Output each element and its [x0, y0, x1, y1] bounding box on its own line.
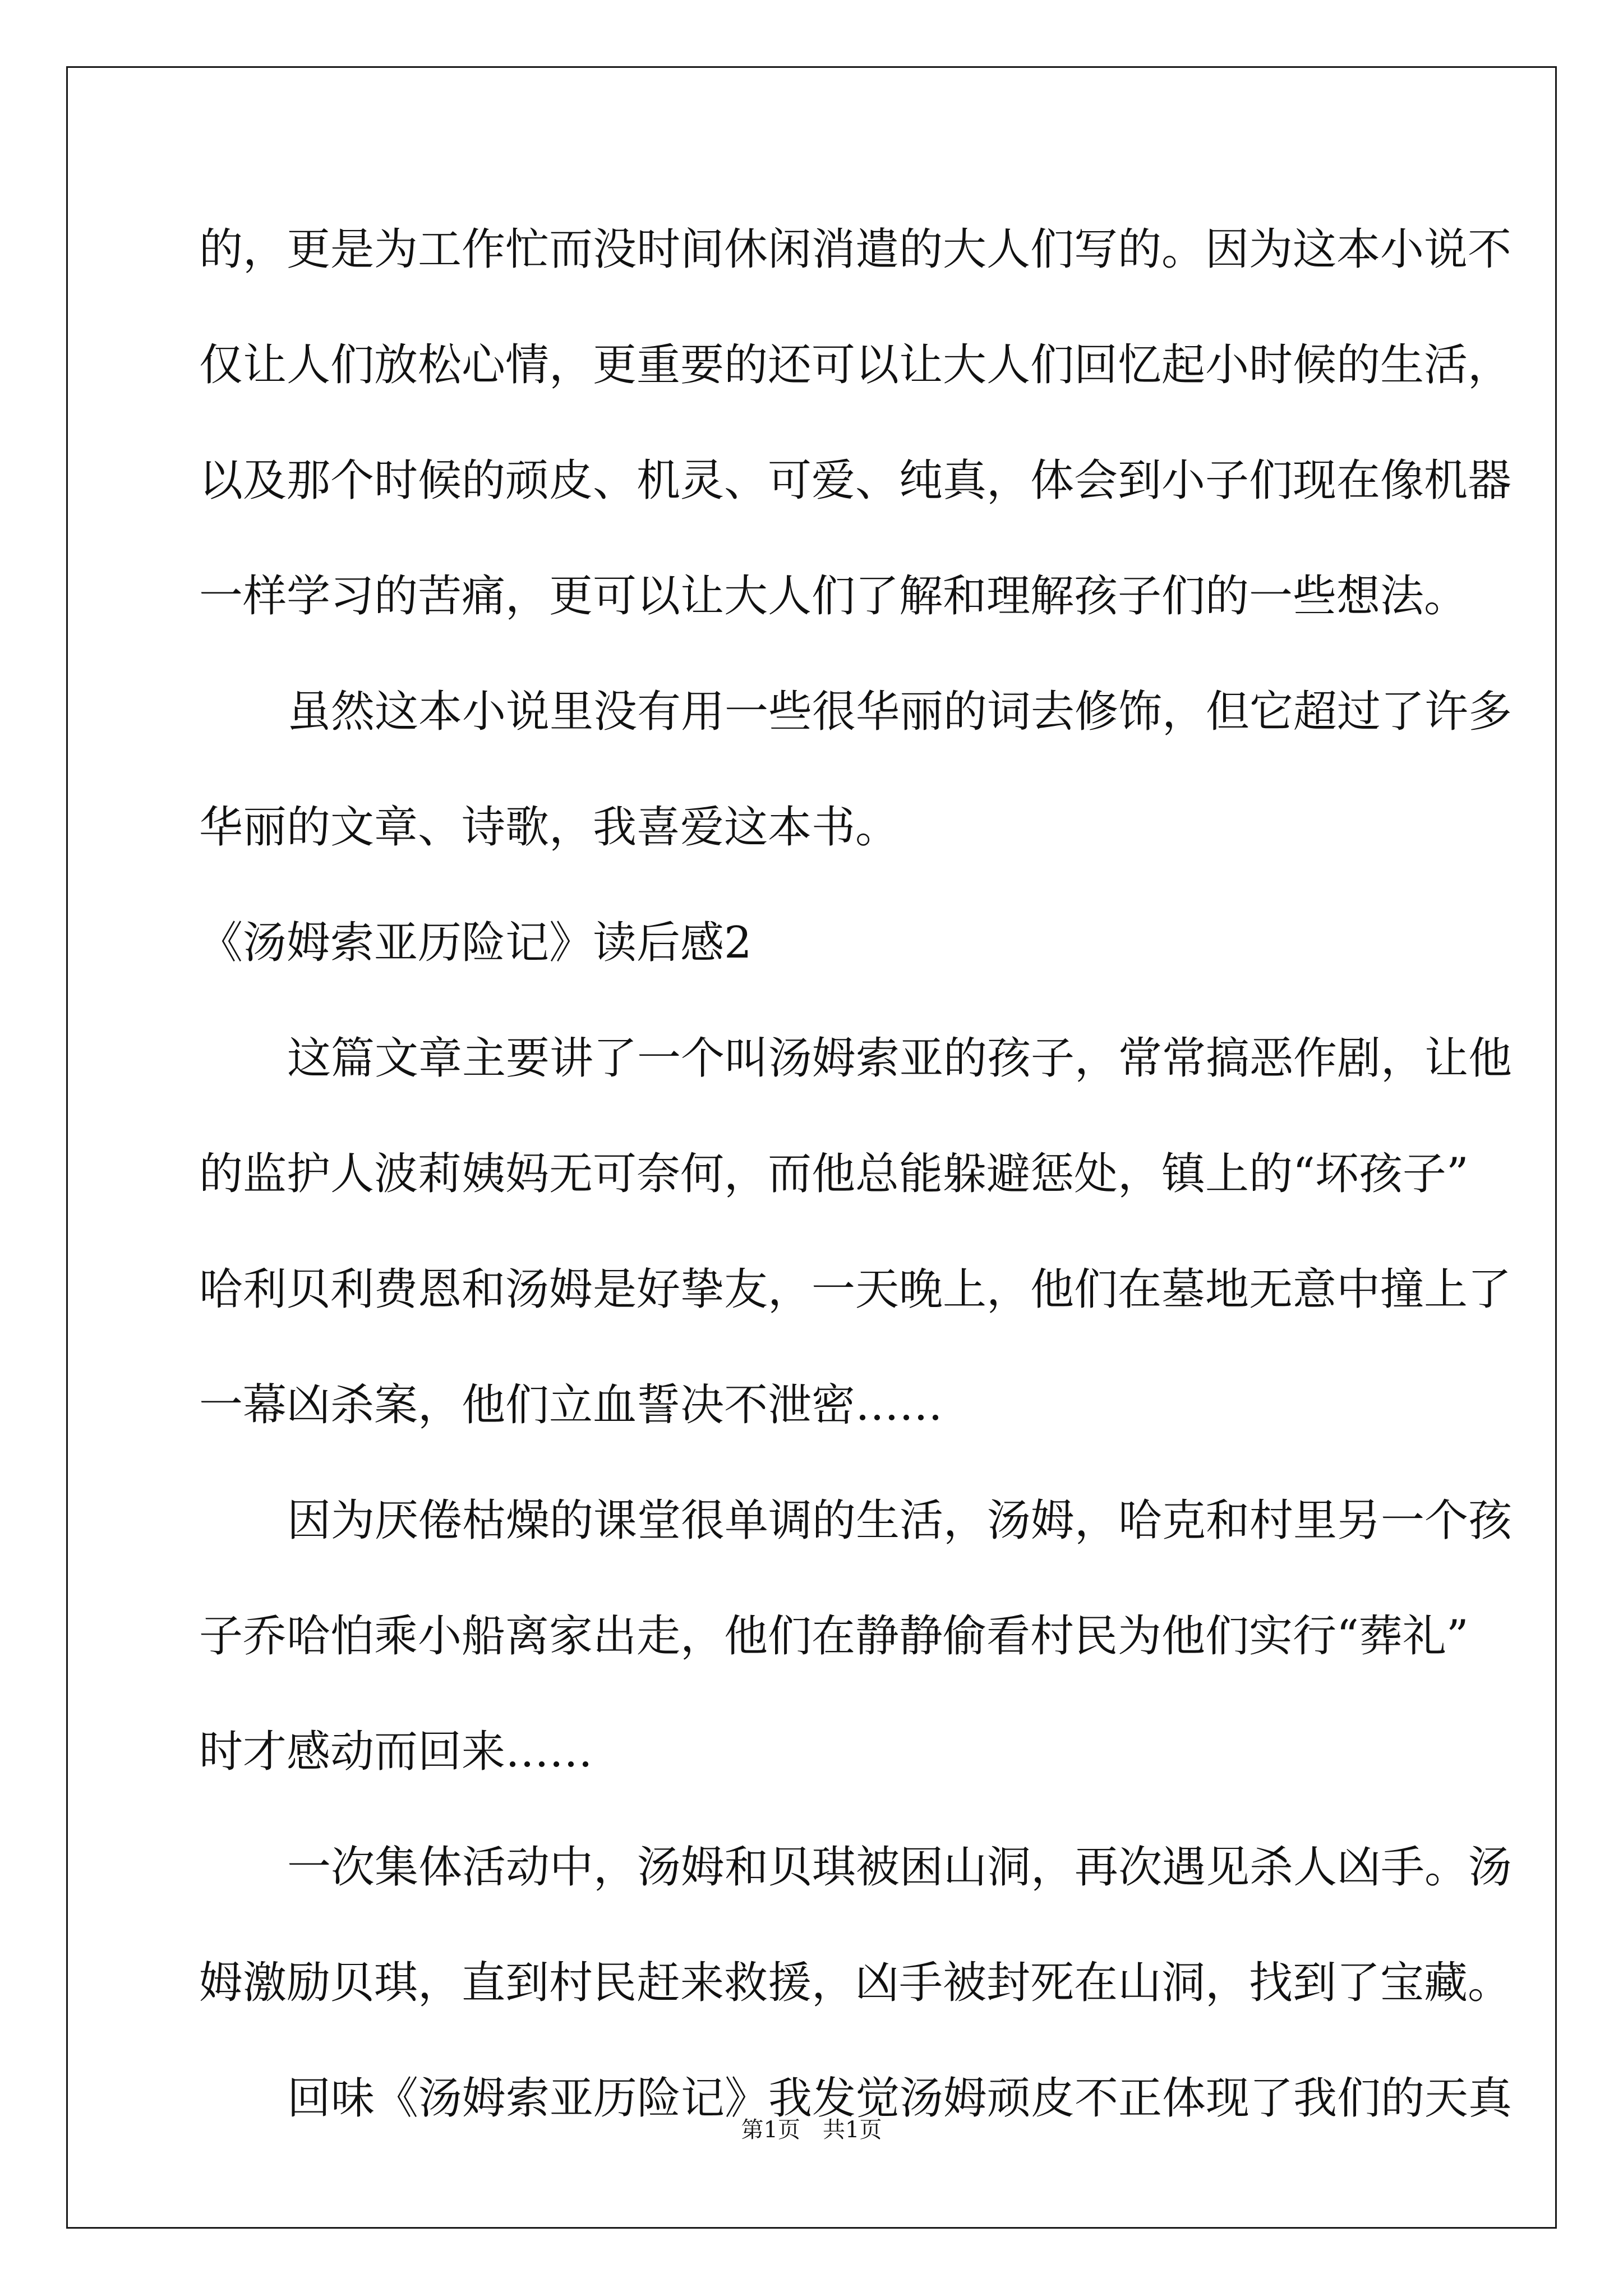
text-line: 姆激励贝琪，直到村民赶来救援，凶手被封死在山洞，找到了宝藏。 — [199, 1958, 1512, 2008]
document-body — [199, 222, 1513, 2186]
page-number: 第1页 — [741, 2117, 800, 2143]
text-line: 子乔哈怕乘小船离家出走，他们在静静偷看村民为他们实行“葬礼” — [199, 1611, 1469, 1662]
text-line: 以及那个时候的顽皮、机灵、可爱、纯真，体会到小子们现在像机器 — [199, 455, 1512, 506]
section-heading: 《汤姆索亚历险记》读后感2 — [199, 918, 752, 968]
paragraph-first-line: 一次集体活动中，汤姆和贝琪被困山洞，再次遇见杀人凶手。汤 — [287, 1842, 1513, 1893]
text-line: 哈利贝利费恩和汤姆是好挚友，一天晚上，他们在墓地无意中撞上了 — [199, 1264, 1512, 1315]
text-line: 的，更是为工作忙而没时间休闲消遣的大人们写的。因为这本小说不 — [199, 224, 1512, 275]
text-line: 一幕凶杀案，他们立血誓决不泄密…… — [199, 1380, 943, 1430]
page-footer — [0, 2112, 1623, 2144]
paragraph-first-line: 因为厌倦枯燥的课堂很单调的生活，汤姆，哈克和村里另一个孩 — [287, 1496, 1513, 1546]
text-line: 时才感动而回来…… — [199, 1727, 593, 1777]
paragraph-first-line: 虽然这本小说里没有用一些很华丽的词去修饰，但它超过了许多 — [287, 687, 1513, 737]
paragraph-first-line: 回味《汤姆索亚历险记》我发觉汤姆顽皮不正体现了我们的天真 — [287, 2073, 1513, 2124]
text-line: 华丽的文章、诗歌，我喜爱这本书。 — [199, 802, 900, 853]
text-line: 仅让人们放松心情，更重要的还可以让大人们回忆起小时候的生活， — [199, 340, 1512, 390]
text-line: 的监护人波莉姨妈无可奈何，而他总能躲避惩处，镇上的“坏孩子” — [199, 1149, 1469, 1199]
text-line: 一样学习的苦痛，更可以让大人们了解和理解孩子们的一些想法。 — [199, 571, 1468, 622]
paragraph-first-line: 这篇文章主要讲了一个叫汤姆索亚的孩子，常常搞恶作剧，让他 — [287, 1033, 1513, 1084]
page-total: 共1页 — [823, 2117, 882, 2143]
